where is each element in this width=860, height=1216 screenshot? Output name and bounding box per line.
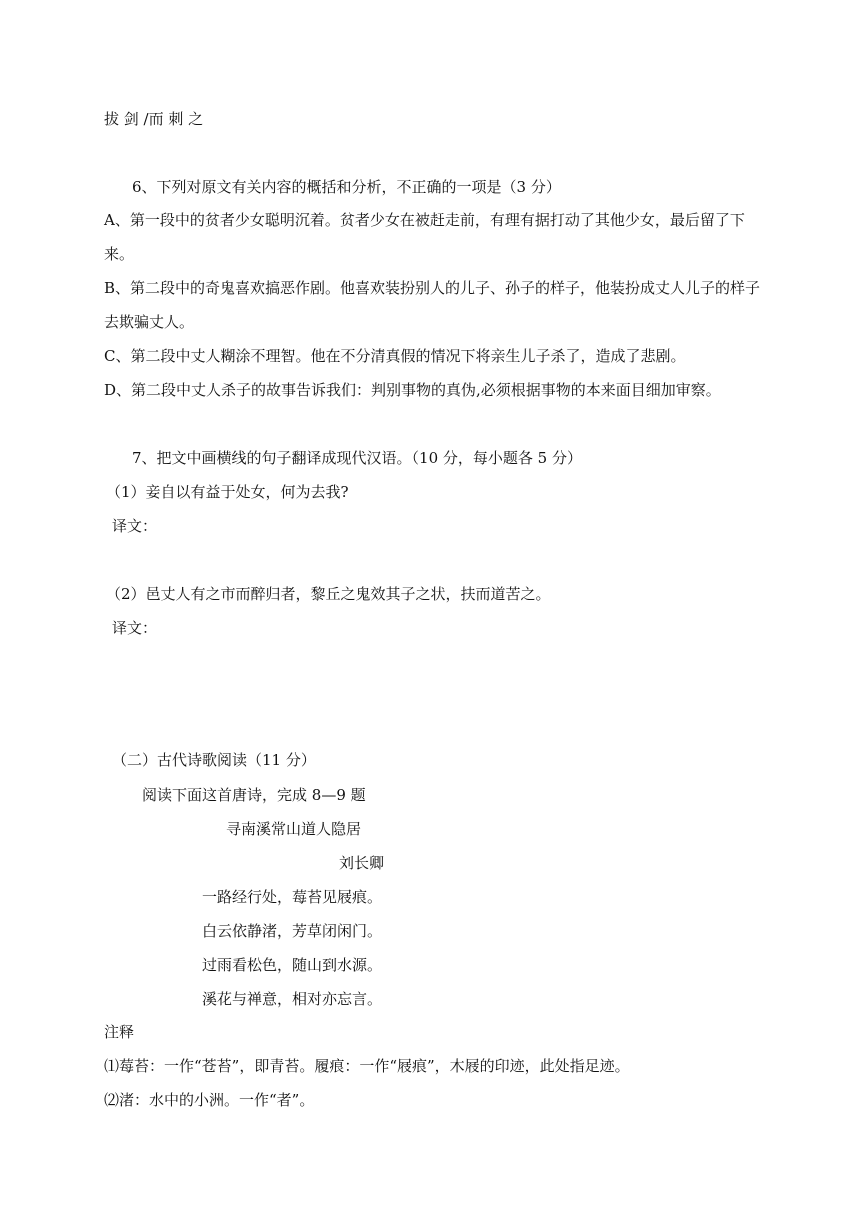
notes-label: 注释 [104, 1023, 135, 1041]
note-1: ⑴莓苔：一作“苍苔”，即青苔。履痕：一作“屐痕”，木屐的印迹，此处指足迹。 [104, 1057, 630, 1075]
poem-title: 寻南溪常山道人隐居 [226, 820, 362, 838]
option-a-line-1: A、第一段中的贫者少女聪明沉着。贫者少女在被赶走前，有理有据打动了其他少女，最后留了下 [104, 211, 745, 229]
option-a-line-2: 来。 [104, 245, 135, 263]
fragment-line: 拔 剑 /而 刺 之 [104, 110, 204, 128]
option-b-line-1: B、第二段中的奇鬼喜欢搞恶作剧。他喜欢装扮别人的儿子、孙子的样子，他装扮成丈人儿子的样子 [104, 279, 761, 297]
poem-line-3: 过雨看松色，随山到水源。 [202, 956, 383, 974]
question-7-sentence-1: （1）妾自以有益于处女，何为去我? [106, 483, 349, 501]
section-2-heading: （二）古代诗歌阅读（11 分） [112, 751, 316, 769]
poem-line-4: 溪花与禅意，相对亦忘言。 [202, 990, 383, 1008]
poem-line-1: 一路经行处，莓苔见屐痕。 [202, 888, 383, 906]
sentence-2-answer-label: 译文： [112, 619, 158, 637]
poem-author: 刘长卿 [339, 854, 385, 872]
question-7-stem: 7、把文中画横线的句子翻译成现代汉语。（10 分，每小题各 5 分） [132, 449, 582, 467]
option-d-line: D、第二段中丈人杀子的故事告诉我们：判别事物的真伪,必须根据事物的本来面目细加审察。 [104, 381, 721, 399]
note-2: ⑵渚：水中的小洲。一作“者”。 [104, 1091, 315, 1109]
question-7-sentence-2: （2）邑丈人有之市而醉归者，黎丘之鬼效其子之状，扶而道苦之。 [106, 585, 551, 603]
poem-line-2: 白云依静渚，芳草闭闲门。 [202, 922, 383, 940]
sentence-1-answer-label: 译文： [112, 517, 158, 535]
poem-instruction: 阅读下面这首唐诗，完成 8—9 题 [142, 786, 366, 804]
option-b-line-2: 去欺骗丈人。 [104, 313, 195, 331]
option-c-line: C、第二段中丈人糊涂不理智。他在不分清真假的情况下将亲生儿子杀了，造成了悲剧。 [104, 347, 686, 365]
question-6-stem: 6、下列对原文有关内容的概括和分析，不正确的一项是（3 分） [132, 178, 561, 196]
